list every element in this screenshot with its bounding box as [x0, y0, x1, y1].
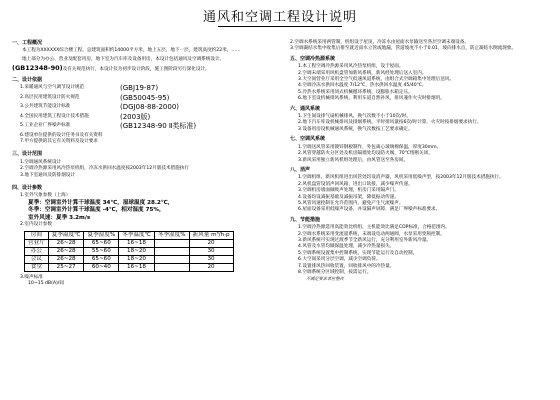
table-header-cell: 新风量 m³/h·p: [189, 231, 233, 239]
section-1-paragraph-1: 本工程为XXXXXX综合楼工程，总建筑面积约14000平方米，地上五层，地下一层，建筑高度约22米，……: [22, 48, 241, 54]
section-6-item: 2.地下汽车库设机械排风及排烟系统，平时排风量按6次/时计算，火灾时按排烟要求执行。: [298, 120, 482, 126]
section-5-item: 1.本工程空调冷热源采用风冷热泵机组，设于屋面。: [298, 64, 404, 70]
table-cell: 18~20: [119, 255, 155, 263]
section-4-sub-1: 1.室外气象参数（上海）: [20, 193, 71, 199]
section-1-paragraph-3-tail: 及有关规范执行，本设计仅为初步设计阶段，施工图阶段另行深化设计。: [62, 67, 210, 73]
section-3-item: 1.空调通风系统设计: [20, 159, 62, 165]
table-row: [25, 263, 234, 271]
table-row: [25, 247, 234, 255]
section-9-note: 不满足要求者应整改: [306, 276, 344, 282]
table-cell: 26~28: [48, 239, 84, 247]
table-cell: 20: [189, 239, 233, 247]
section-7-item: 3.新风采用独立新风机组处理后，由风管送至各房间。: [298, 157, 409, 163]
section-8-title: 八、消声: [290, 166, 311, 173]
table-header-cell: 夏季湿度%: [84, 231, 119, 239]
table-cell: 20: [189, 263, 233, 271]
table-cell: 18~20: [119, 247, 155, 255]
section-7-item: 2.风管穿越防火分区处及机房隔墙处均设防火阀，70℃熔断关闭。: [298, 151, 433, 157]
table-cell: 65~60: [84, 239, 119, 247]
section-5-item: 5.冷热水系统采用闭式机械循环系统，设膨胀水箱定压。: [298, 89, 413, 95]
section-4-sub-2: 2.室内设计参数: [20, 222, 52, 228]
section-9-item: 4.风管及水管均做保温处理，减少冷热量损失。: [298, 244, 395, 250]
section-9-item: 5.空调系统设置集中控制系统，实现节能运行及自动控制。: [298, 250, 418, 256]
title-underline: [218, 26, 342, 27]
table-header-row: [25, 231, 234, 239]
table-row: [25, 255, 234, 263]
table-cell: 65~60: [84, 255, 119, 263]
table-header-cell: 冬季温度℃: [119, 231, 155, 239]
table-cell: 16~18: [119, 263, 155, 271]
table-cell: 30: [189, 255, 233, 263]
page-title: 通风和空调工程设计说明: [202, 10, 357, 25]
section-8-item: 1.空调机组、新风机组进出风管处均设消声器，风机采用低噪声型，按2003年12月版技术措施执行。: [298, 175, 504, 181]
table-cell: [154, 263, 189, 271]
section-9-item: 1.空调冷热源选用高能效比机组，主机能效比满足COP标准，合格范围内。: [298, 225, 450, 231]
table-cell: 16~18: [119, 239, 155, 247]
indoor-params-table: [24, 231, 234, 272]
section-9-item: 2.空调水系统采用变流量系统，末端设电动两通阀，水泵采用变频控制。: [298, 231, 445, 237]
table-header-cell: 冬季湿度%: [154, 231, 189, 239]
standard-item: 5.工业企业厂界噪声标准 (GB12348-90 Ⅱ类标准): [20, 122, 197, 131]
section-3-title: 三、设计范围: [12, 151, 43, 158]
section-9-item: 8.空调系统分区域控制，按需运行。: [298, 270, 372, 275]
section-6-title: 六、通风系统: [290, 105, 321, 112]
section-5-item: 3.大空间营业厅采用全空气低速风道系统，由组合式空调箱集中处理后送风。: [298, 77, 454, 83]
section-5-item: 4.空调冷冻水供回水温度 7/12℃，热水供回水温度 45/40℃。: [298, 83, 427, 89]
left-column: [12, 40, 274, 288]
table-cell: [154, 239, 189, 247]
table-cell: 55~60: [84, 247, 119, 255]
section-8-item: 3.空调机房墙面做吸声处理，机房门采用隔声门。: [298, 188, 399, 194]
standard-item: 3.公共建筑节能设计标准 (DGJ08-88-2000): [20, 103, 180, 112]
right-top-line: 2.空调水系统采用两管制，机组设于屋顶，冷冻水由屋面水泵输送至各层空调末端设备。: [290, 40, 469, 45]
section-1-title: 一、工程概况: [12, 40, 43, 46]
outdoor-param-line: 冬季：空调室外计算干球温度 -4℃，相对湿度 75%，: [28, 207, 165, 214]
section-2-item-7: 7.甲方提供的其它有关资料及设计要求: [20, 138, 98, 144]
section-8-item: 5.风管风速控制在允许范围内，避免产生气流噪声。: [298, 200, 404, 206]
outdoor-param-line: 室外风速：夏季 3.2m/s: [28, 214, 91, 221]
table-cell: 25~27: [48, 263, 84, 271]
section-4-sub-3: 3.噪声标准: [20, 274, 43, 280]
table-cell: 30: [189, 247, 233, 255]
section-9-item: 7.设置排风热回收装置，回收排风中的冷热量。: [298, 263, 395, 269]
section-5-item: 2.空调末端采用风机盘管加新风系统，新风经处理后送入室内。: [298, 70, 427, 76]
table-cell: 26~28: [48, 255, 84, 263]
table-cell: 26~28: [48, 247, 84, 255]
table-cell: 办公: [25, 247, 49, 255]
section-3-item: 2.空调冷热源采用风冷热泵机组，冷冻水供回水温度按2003年12月版技术措施执行: [20, 166, 189, 172]
table-cell: 60~40: [84, 263, 119, 271]
section-8-item: 4.设备均设减振基础及减振吊架，降低振动传递。: [298, 194, 399, 200]
table-header-cell: 房间: [25, 231, 49, 239]
section-1-paragraph-3: [12, 65, 274, 73]
outdoor-param-line: 夏季：空调室外计算干球温度 34℃，湿球温度 28.2℃，: [28, 199, 174, 206]
section-6-item: 3.设备用房设机械通风系统，换气次数按工艺要求确定。: [298, 126, 413, 132]
section-9-item: 3.新风系统可实现过渡季节全新风运行，充分利用室外新风冷量。: [298, 237, 432, 243]
right-top-line: 3.空调凝结水集中收集后排至就近雨水立管或地漏，管道坡度不小于0.01，坡向排水点，防止凝结水倒流现象。: [290, 46, 516, 52]
table-header-cell: 夏季温度℃: [48, 231, 84, 239]
section-3-item: 3.地下室通风及防排烟设计: [20, 172, 75, 178]
standard-item: 1.采暖通风与空气调节设计规范 (GBJ19-87): [20, 84, 159, 93]
table-cell: [154, 255, 189, 263]
section-5-title: 五、空调冷热源系统: [290, 55, 336, 62]
section-9-item: 6.大空间采用分层空调，减少空调负荷。: [298, 257, 381, 263]
section-8-item: 6.屋面设备采用低噪声设备，并设隔声屏障，满足厂界噪声标准要求。: [298, 207, 441, 213]
standard-item: 2.高层民用建筑设计防火规范 (GB50045-95): [20, 93, 170, 102]
section-5-item: 6.地下室设机械排风系统，利用车道自然补风，排风兼作火灾时排烟用。: [298, 96, 445, 102]
table-row: [25, 239, 234, 247]
section-4-title: 四、设计参数: [12, 184, 43, 191]
noise-standard-code: (GB12348-90): [12, 64, 63, 73]
standards-list: [12, 85, 274, 131]
noise-value: 10~15 dB(A)/间: [28, 281, 64, 287]
section-7-item: 1.空调送风管采用镀锌钢板制作，外包离心玻璃棉保温，厚度30mm。: [298, 144, 442, 150]
section-6-item: 1.卫生间设排气扇机械排风，换气次数不小于10次/时。: [298, 114, 411, 120]
section-9-title: 九、节能措施: [290, 216, 321, 223]
table-cell: 营业厅: [25, 239, 49, 247]
section-8-item: 2.风机盘管设消声回风箱，进出口软接，减少噪声传递。: [298, 181, 413, 187]
section-2-item-6: 6.建设单位提供的设计任务书及有关资料: [20, 132, 103, 138]
table-cell: [154, 247, 189, 255]
right-column: [290, 40, 552, 283]
standard-item: 4.全国民用建筑工程设计技术措施 (2003版): [20, 112, 151, 121]
section-2-title: 二、设计依据: [12, 76, 43, 83]
section-7-title: 七、空调风系统: [290, 136, 326, 143]
table-cell: 会议: [25, 255, 49, 263]
table-cell: 食堂: [25, 263, 49, 271]
section-1-paragraph-2: 地上部分为办公、营业及配套用房，地下室为汽车库及设备用房，本设计包括通风及空调系统设计。: [22, 56, 225, 62]
